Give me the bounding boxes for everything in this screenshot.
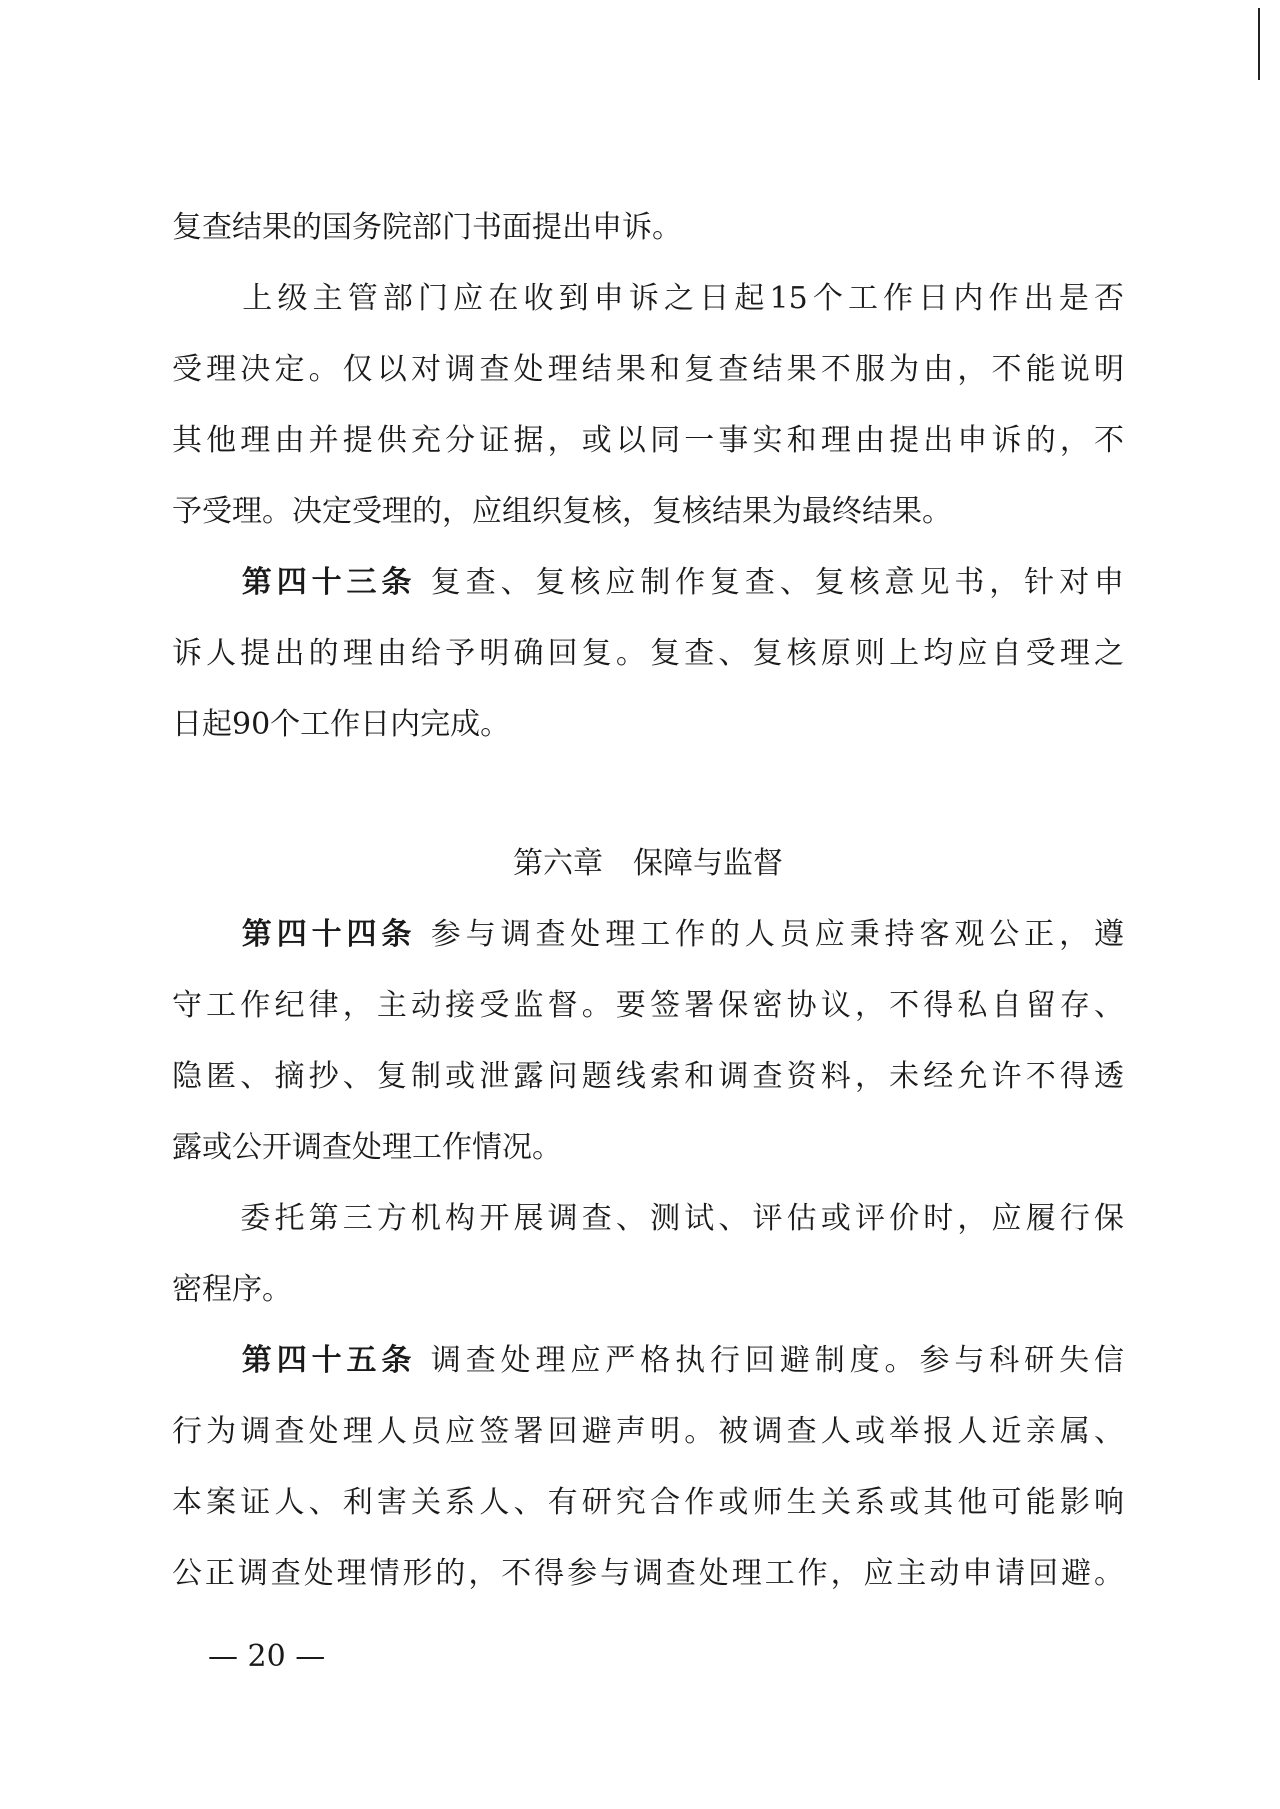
line-text: 守工作纪律，主动接受监督。要签署保密协议，不得私自留存、 [172, 988, 1124, 1023]
chapter-gap [172, 760, 1124, 828]
line-text: 密程序。 [172, 1272, 292, 1307]
line-text: 调查处理应严格执行回避制度。参与科研失信 [416, 1343, 1124, 1378]
line-text: 受理决定。仅以对调查处理结果和复查结果不服为由，不能说明 [172, 352, 1124, 387]
text-line [172, 334, 1124, 405]
line-text: 诉人提出的理由给予明确回复。复查、复核原则上均应自受理之 [172, 636, 1124, 671]
article-number: 第四十五条 [172, 1343, 417, 1378]
text-line [172, 1183, 1124, 1254]
chapter-number: 第六章 [513, 846, 603, 881]
line-text: 露或公开调查处理工作情况。 [172, 1130, 562, 1165]
section-bottom [172, 899, 1124, 1609]
line-text: 上级主管部门应在收到申诉之日起15个工作日内作出是否 [172, 281, 1124, 316]
text-line [172, 1538, 1124, 1609]
text-line [172, 618, 1124, 689]
article-number: 第四十四条 [172, 917, 417, 952]
text-line [172, 476, 1124, 547]
text-line [172, 547, 1124, 618]
chapter-title: 保障与监督 [633, 846, 783, 881]
text-line [172, 970, 1124, 1041]
text-line [172, 1467, 1124, 1538]
text-line [172, 1325, 1124, 1396]
section-top [172, 192, 1124, 760]
line-text: 公正调查处理情形的，不得参与调查处理工作，应主动申请回避。 [172, 1556, 1124, 1591]
line-text: 本案证人、利害关系人、有研究合作或师生关系或其他可能影响 [172, 1485, 1124, 1520]
body-text [172, 192, 1124, 1609]
line-text: 复查结果的国务院部门书面提出申诉。 [172, 210, 682, 245]
line-text: 日起90个工作日内完成。 [172, 707, 511, 742]
chapter-heading [172, 828, 1124, 899]
text-line [172, 1041, 1124, 1112]
article-number: 第四十三条 [172, 565, 417, 600]
text-line [172, 405, 1124, 476]
line-text: 行为调查处理人员应签署回避声明。被调查人或举报人近亲属、 [172, 1414, 1124, 1449]
text-line [172, 263, 1124, 334]
line-text: 其他理由并提供充分证据，或以同一事实和理由提出申诉的，不 [172, 423, 1124, 458]
text-line [172, 1396, 1124, 1467]
line-text: 委托第三方机构开展调查、测试、评估或评价时，应履行保 [172, 1201, 1124, 1236]
line-text: 隐匿、摘抄、复制或泄露问题线索和调查资料，未经允许不得透 [172, 1059, 1124, 1094]
text-line [172, 899, 1124, 970]
page-number: — 20 — [208, 1639, 326, 1674]
scan-edge-mark [1258, 8, 1260, 80]
line-text: 复查、复核应制作复查、复核意见书，针对申 [416, 565, 1124, 600]
text-line [172, 192, 1124, 263]
line-text: 参与调查处理工作的人员应秉持客观公正，遵 [416, 917, 1124, 952]
text-line [172, 1254, 1124, 1325]
text-line [172, 1112, 1124, 1183]
text-line [172, 689, 1124, 760]
line-text: 予受理。决定受理的，应组织复核，复核结果为最终结果。 [172, 494, 952, 529]
